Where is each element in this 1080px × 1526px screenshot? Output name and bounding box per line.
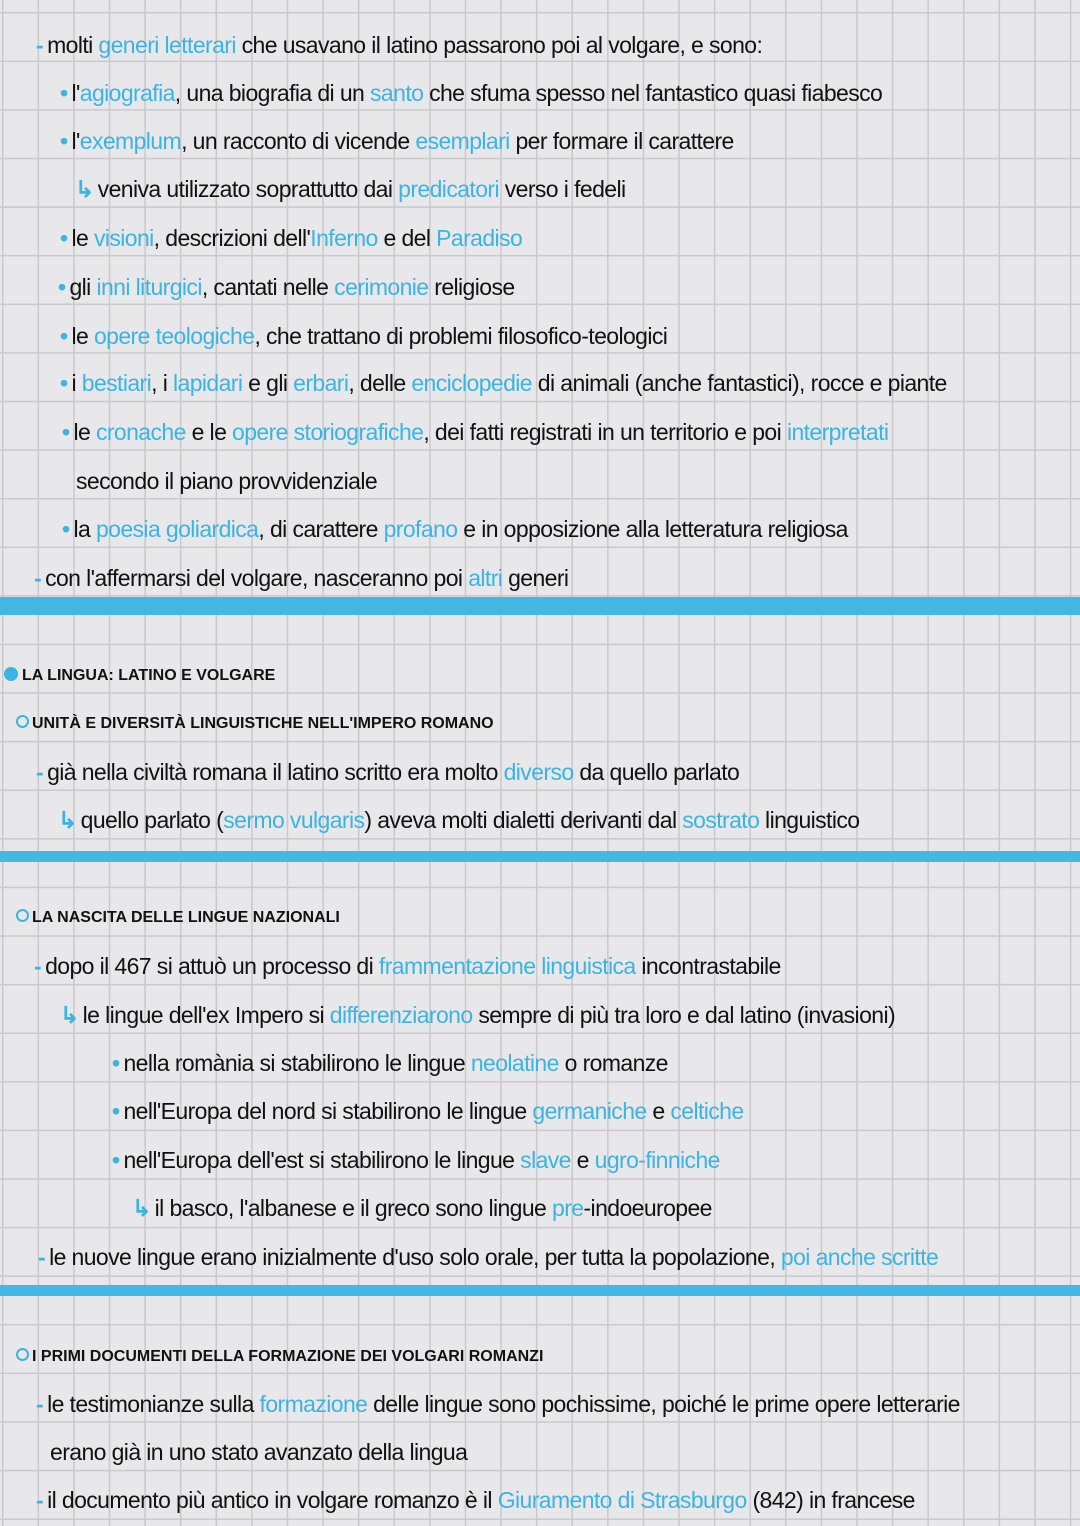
note-text: le <box>71 323 94 349</box>
highlighted-term: interpretati <box>786 419 889 445</box>
bullet-icon: • <box>60 323 68 349</box>
note-text: (842) in francese <box>746 1487 915 1513</box>
highlighted-term: exemplum <box>79 128 182 154</box>
highlighted-term: celtiche <box>670 1098 744 1124</box>
highlighted-term: altri <box>468 565 503 591</box>
dash-icon: - <box>36 1487 44 1513</box>
highlighted-term: erbari <box>293 370 349 396</box>
subheading-text: UNITÀ E DIVERSITÀ LINGUISTICHE NELL'IMPERO ROMANO <box>32 715 494 732</box>
highlighted-term: ugro-finniche <box>594 1147 720 1173</box>
note-line <box>112 1145 720 1175</box>
bullet-icon: • <box>60 370 68 396</box>
highlighted-term: esemplari <box>415 128 510 154</box>
heading-text: LA LINGUA: LATINO E VOLGARE <box>22 667 276 684</box>
note-text: con l'affermarsi del volgare, nasceranno poi <box>45 565 469 591</box>
note-text: linguistico <box>759 807 860 833</box>
note-text: le testimonianze sulla <box>47 1391 260 1417</box>
note-line <box>38 1242 938 1272</box>
highlighted-term: sermo vulgaris <box>223 807 365 833</box>
note-line <box>112 1096 744 1126</box>
note-text: le lingue dell'ex Impero si <box>82 1002 330 1028</box>
bullet-icon: • <box>112 1147 120 1173</box>
note-text: di animali (anche fantastici), rocce e piante <box>531 370 947 396</box>
subsection-heading <box>16 709 494 739</box>
note-text: -indoeuropee <box>583 1195 712 1221</box>
dash-icon: - <box>34 953 42 979</box>
note-text: le <box>73 419 96 445</box>
note-text: , cantati nelle <box>201 274 335 300</box>
dash-icon: - <box>36 32 44 58</box>
bullet-icon: • <box>60 80 68 106</box>
highlighted-term: differenziarono <box>329 1002 473 1028</box>
subheading-text: I PRIMI DOCUMENTI DELLA FORMAZIONE DEI VOLGARI ROMANZI <box>32 1348 544 1365</box>
note-text: i <box>71 370 82 396</box>
note-line <box>62 514 848 544</box>
note-text: sempre di più tra loro e dal latino (invasioni) <box>472 1002 896 1028</box>
highlighted-term: poesia goliardica <box>95 516 259 542</box>
note-line <box>34 951 781 981</box>
bullet-ring-icon <box>16 715 29 728</box>
note-text: verso i fedeli <box>498 176 626 202</box>
note-line <box>58 805 859 835</box>
note-text: , che trattano di problemi filosofico-teologici <box>254 323 668 349</box>
note-text: veniva utilizzato soprattutto dai <box>97 176 399 202</box>
note-text: quello parlato ( <box>80 807 224 833</box>
highlighted-term: agiografia <box>79 80 175 106</box>
note-text: , un racconto di vicende <box>181 128 416 154</box>
note-text: e <box>646 1098 671 1124</box>
bullet-icon: • <box>60 128 68 154</box>
dash-icon: - <box>34 565 42 591</box>
note-text: , dei fatti registrati in un territorio e poi <box>423 419 787 445</box>
highlighted-term: enciclopedie <box>411 370 532 396</box>
note-line <box>76 466 377 496</box>
highlighted-term: generi letterari <box>98 32 236 58</box>
note-text: e le <box>185 419 233 445</box>
highlighted-term: cerimonie <box>334 274 429 300</box>
note-line <box>36 30 762 60</box>
highlighted-term: cronache <box>95 419 186 445</box>
note-line <box>132 1193 712 1223</box>
note-text: , di carattere <box>258 516 384 542</box>
note-text: le nuove lingue erano inizialmente d'uso solo orale, per tutta la popolazione, <box>49 1244 781 1270</box>
note-text: o romanze <box>558 1050 668 1076</box>
note-text: molti <box>47 32 99 58</box>
highlighted-term: bestiari <box>81 370 152 396</box>
note-text: l' <box>71 80 80 106</box>
highlighted-term: formazione <box>259 1391 368 1417</box>
note-text: per formare il carattere <box>509 128 734 154</box>
highlighted-term: pre <box>552 1195 584 1221</box>
section-heading <box>4 661 275 691</box>
note-text: che usavano il latino passarono poi al volgare, e sono: <box>235 32 763 58</box>
note-text: l' <box>71 128 80 154</box>
note-line <box>75 174 625 204</box>
dash-icon: - <box>38 1244 46 1270</box>
note-text: secondo il piano provvidenziale <box>76 468 378 494</box>
note-line <box>36 757 739 787</box>
bullet-icon: • <box>62 516 70 542</box>
note-line <box>60 368 947 398</box>
highlighted-term: inni liturgici <box>96 274 202 300</box>
highlighted-term: lapidari <box>173 370 243 396</box>
highlighted-term: diverso <box>503 759 574 785</box>
section-divider <box>0 851 1080 862</box>
note-text: e in opposizione alla letteratura religiosa <box>457 516 848 542</box>
highlighted-term: germaniche <box>532 1098 647 1124</box>
note-line <box>36 1389 960 1419</box>
highlighted-term: santo <box>370 80 424 106</box>
highlighted-term: profano <box>383 516 458 542</box>
note-line <box>58 272 515 302</box>
section-divider <box>0 597 1080 615</box>
highlighted-term: poi anche scritte <box>780 1244 939 1270</box>
section-divider <box>0 1285 1080 1296</box>
subheading-text: LA NASCITA DELLE LINGUE NAZIONALI <box>32 909 340 926</box>
bullet-icon: • <box>112 1050 120 1076</box>
highlighted-term: Paradiso <box>436 225 523 251</box>
note-text: , descrizioni dell' <box>153 225 311 251</box>
bullet-ring-icon <box>16 909 29 922</box>
note-text: e gli <box>242 370 294 396</box>
highlighted-term: slave <box>520 1147 571 1173</box>
bullet-icon: • <box>112 1098 120 1124</box>
highlighted-term: predicatori <box>398 176 499 202</box>
note-line <box>60 321 667 351</box>
arrow-icon: ↳ <box>58 807 77 833</box>
bullet-ring-icon <box>16 1348 29 1361</box>
note-text: e del <box>377 225 437 251</box>
note-text: delle lingue sono pochissime, poiché le prime opere letterarie <box>367 1391 960 1417</box>
highlighted-term: Giuramento di Strasburgo <box>497 1487 747 1513</box>
highlighted-term: opere storiografiche <box>232 419 424 445</box>
note-text: erano già in uno stato avanzato della lingua <box>50 1439 468 1465</box>
note-text: le <box>71 225 94 251</box>
bullet-icon: • <box>58 274 66 300</box>
note-text: che sfuma spesso nel fantastico quasi fiabesco <box>423 80 883 106</box>
note-text: , delle <box>348 370 412 396</box>
note-line <box>60 1000 895 1030</box>
note-line <box>60 78 882 108</box>
bullet-dot-icon <box>4 667 18 681</box>
subsection-heading <box>16 1342 543 1372</box>
note-line <box>62 417 888 447</box>
subsection-heading <box>16 903 340 933</box>
note-text: già nella civiltà romana il latino scritto era molto <box>47 759 504 785</box>
dash-icon: - <box>36 1391 44 1417</box>
note-text: generi <box>502 565 569 591</box>
note-text: , una biografia di un <box>174 80 371 106</box>
dash-icon: - <box>36 759 44 785</box>
highlighted-term: frammentazione linguistica <box>378 953 636 979</box>
note-line <box>112 1048 668 1078</box>
highlighted-term: neolatine <box>470 1050 559 1076</box>
note-text: il basco, l'albanese e il greco sono lingue <box>154 1195 553 1221</box>
note-text: gli <box>69 274 97 300</box>
note-text: nella romània si stabilirono le lingue <box>123 1050 471 1076</box>
note-text: da quello parlato <box>573 759 740 785</box>
note-text: nell'Europa dell'est si stabilirono le lingue <box>123 1147 521 1173</box>
note-text: ) aveva molti dialetti derivanti dal <box>364 807 683 833</box>
note-text: la <box>73 516 96 542</box>
note-text: , i <box>151 370 173 396</box>
note-line <box>50 1437 467 1467</box>
highlighted-term: sostrato <box>682 807 760 833</box>
note-line <box>60 223 522 253</box>
arrow-icon: ↳ <box>132 1195 151 1221</box>
highlighted-term: Inferno <box>310 225 378 251</box>
highlighted-term: opere teologiche <box>93 323 255 349</box>
bullet-icon: • <box>60 225 68 251</box>
note-line <box>60 126 734 156</box>
note-text: religiose <box>428 274 515 300</box>
note-text: dopo il 467 si attuò un processo di <box>45 953 379 979</box>
note-line <box>34 563 568 593</box>
bullet-icon: • <box>62 419 70 445</box>
highlighted-term: visioni <box>93 225 154 251</box>
arrow-icon: ↳ <box>60 1002 79 1028</box>
note-text: il documento più antico in volgare romanzo è il <box>47 1487 498 1513</box>
note-text: incontrastabile <box>635 953 781 979</box>
note-text: e <box>570 1147 595 1173</box>
note-line <box>36 1485 915 1515</box>
note-text: nell'Europa del nord si stabilirono le lingue <box>123 1098 533 1124</box>
arrow-icon: ↳ <box>75 176 94 202</box>
